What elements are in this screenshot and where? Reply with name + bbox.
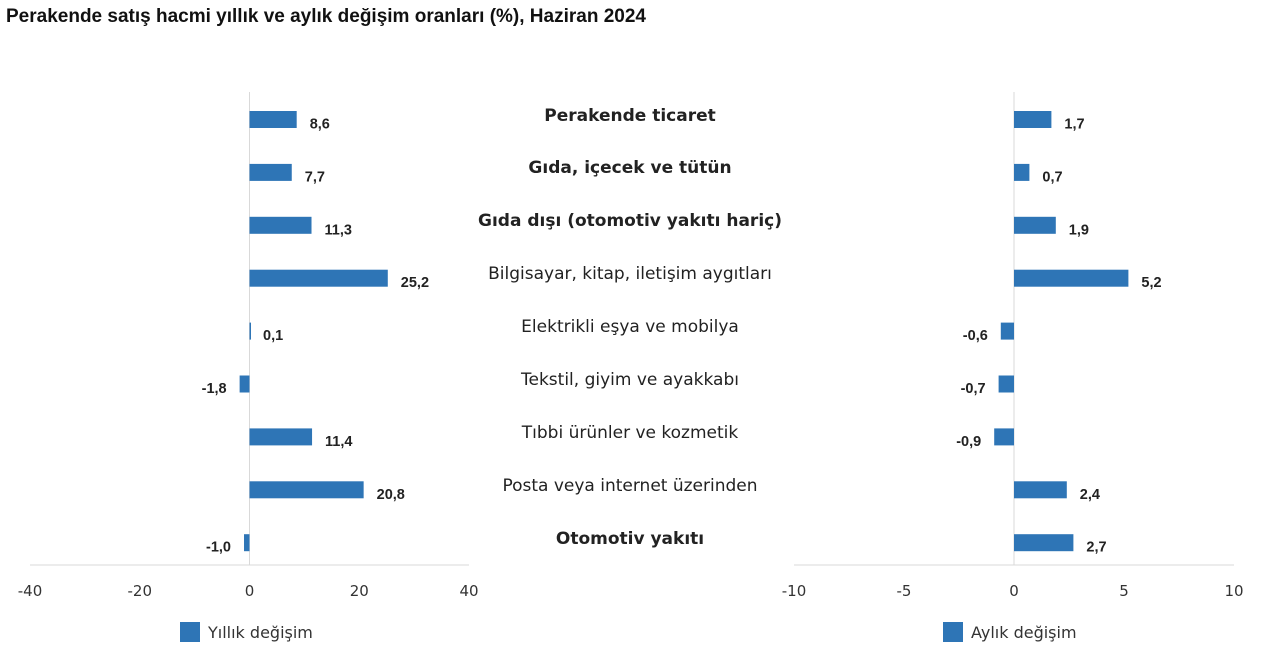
category-label: Posta veya internet üzerinden [502,475,758,496]
chart-title: Perakende satış hacmi yıllık ve aylık değişim oranları (%), Haziran 2024 [6,6,646,27]
monthly-x-tick-label: -10 [781,582,807,600]
monthly-bar [1014,270,1128,287]
category-label: Otomotiv yakıtı [555,528,705,549]
monthly-bar [999,376,1014,393]
monthly-bar [1014,217,1056,234]
category-label: Gıda dışı (otomotiv yakıtı hariç) [478,211,782,232]
yearly-x-tick-label: 20 [349,582,369,600]
yearly-data-label: 20,8 [376,486,405,503]
yearly-data-label: 0,1 [263,328,284,345]
yearly-bar [250,111,297,128]
monthly-bar [1014,164,1029,181]
legend-yearly-label: Yıllık değişim [208,622,313,642]
yearly-data-label: -1,8 [201,381,227,397]
yearly-bar [250,164,292,181]
yearly-bar [250,323,252,340]
yearly-bar [244,534,249,551]
category-label: Tekstil, giyim ve ayakkabı [521,370,739,390]
monthly-data-label: -0,6 [962,328,988,345]
yearly-x-tick-label: -40 [17,582,43,600]
monthly-bar [994,428,1014,445]
yearly-x-tick-label: 0 [244,582,255,600]
yearly-x-tick-label: -20 [127,582,152,600]
category-label: Bilgisayar, kitap, iletişim aygıtları [488,264,772,285]
yearly-data-label: 11,3 [324,222,352,239]
monthly-bar [1014,481,1067,498]
legend-monthly-label: Aylık değişim [971,622,1077,642]
monthly-bar [1014,534,1073,551]
monthly-data-label: -0,9 [956,433,982,450]
yearly-bar [250,217,312,234]
monthly-data-label: 1,7 [1064,116,1085,133]
monthly-x-tick-label: -5 [896,582,912,600]
monthly-x-tick-label: 5 [1119,582,1129,600]
yearly-bar [250,481,364,498]
monthly-data-label: 5,2 [1141,275,1162,292]
category-label: Gıda, içecek ve tütün [528,158,732,179]
category-label: Perakende ticaret [544,105,716,126]
legend-monthly [943,622,1077,642]
yearly-bar [240,376,250,393]
monthly-data-label: 1,9 [1068,222,1089,239]
monthly-bar [1001,323,1014,340]
yearly-data-label: 7,7 [304,169,325,186]
category-label: Elektrikli eşya ve mobilya [521,317,739,338]
monthly-data-label: 2,4 [1079,486,1100,503]
legend-yearly [180,622,313,642]
yearly-data-label: 11,4 [325,433,353,450]
yearly-bar [250,270,388,287]
yearly-data-label: 25,2 [400,275,430,292]
category-label: Tıbbi ürünler ve kozmetik [521,422,739,443]
legend-monthly-swatch [943,622,963,642]
yearly-data-label: -1,0 [206,539,232,556]
yearly-x-tick-label: 40 [459,582,479,600]
yearly-data-label: 8,6 [309,116,330,133]
monthly-x-tick-label: 10 [1224,582,1244,600]
monthly-bar [1014,111,1051,128]
monthly-x-tick-label: 0 [1009,582,1019,600]
monthly-data-label: -0,7 [960,381,986,397]
legend-yearly-swatch [180,622,200,642]
monthly-data-label: 0,7 [1042,169,1063,186]
yearly-bar [250,428,313,445]
monthly-data-label: 2,7 [1086,539,1107,556]
